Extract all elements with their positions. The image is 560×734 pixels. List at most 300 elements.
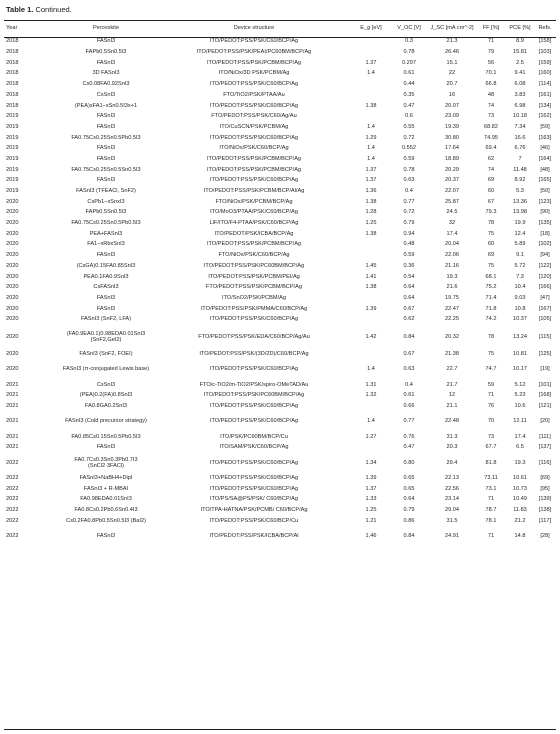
cell-device: FTO/c-TiO2/m-TiO2/PSK/spiro-OMeTAD/Au (199, 381, 309, 388)
cell-jsc: 18.89 (445, 155, 459, 162)
cell-device: ITO/PEDOT:PSS/PSK/PCBM/BCP/Ag (206, 155, 302, 162)
cell-pce: 21.2 (514, 517, 526, 524)
cell-ref: [159] (538, 59, 552, 66)
table-row (4, 133, 556, 144)
cell-year: 2020 (6, 252, 19, 259)
cell-pce: 7.34 (514, 123, 526, 130)
cell-ref: [18] (540, 230, 550, 237)
cell-pce: 7 (518, 155, 522, 162)
cell-year: 2020 (6, 262, 19, 269)
cell-perovskite: FAPb0.5Sn0.5I3 (85, 209, 127, 216)
cell-eg: 1.25 (365, 220, 377, 227)
cell-ff: 78 (487, 220, 495, 227)
cell-pce: 13.24 (513, 333, 527, 340)
cell-eg: 1.37 (365, 485, 377, 492)
cell-ff: 81.8 (485, 459, 497, 466)
cell-year: 2020 (6, 316, 19, 323)
cell-perovskite: CsSnI3 (96, 91, 116, 98)
cell-pce: 17.4 (514, 433, 526, 440)
cell-year: 2018 (6, 102, 19, 109)
cell-year: 2019 (6, 123, 19, 130)
header-refs: Refs. (538, 25, 552, 32)
cell-voc: 0.63 (403, 366, 415, 373)
cell-year (4, 547, 56, 567)
cell-perovskite: FASnI3 (96, 123, 116, 130)
table-row (4, 380, 556, 391)
cell-jsc: 21.38 (445, 350, 459, 357)
cell-pce: 10.49 (513, 496, 527, 503)
cell-jsc: 22.06 (445, 252, 459, 259)
cell-voc: 0.552 (402, 145, 416, 152)
cell-ff: 71.4 (485, 294, 497, 301)
cell-perovskite: FASnI3 (SnF2, LFA) (80, 316, 132, 323)
cell-year: 2019 (6, 145, 19, 152)
cell-jsc: 29.4 (446, 459, 458, 466)
cell-perovskite: FAPb0.5Sn0.5I3 (85, 49, 127, 56)
cell-device: FTO/PEDOT:PSS/PSK/EDA/C60/BCP/Ag/Au (198, 333, 310, 340)
table-row (4, 90, 556, 101)
cell-ff: 78 (487, 333, 495, 340)
cell-perovskite (56, 547, 156, 567)
cell-year: 2022 (6, 533, 19, 540)
cell-ff: 73 (487, 433, 495, 440)
cell-year: 2020 (6, 241, 19, 248)
cell-device: ITO/PEDOT:PSS/PSK/C60/BCP/Cu (209, 517, 299, 524)
cell-device: ITO/PEDOT:PSS/PSK/PCBM/BCP/Ag (206, 166, 302, 173)
cell-ff: 70 (487, 418, 495, 425)
cell-year: 2020 (6, 230, 19, 237)
cell-perovskite: (FA0.9EA0.1)0.98EDA0.01SnI3 (SnF2,GeI2) (66, 330, 146, 343)
table-row (4, 474, 556, 485)
cell-ff: 60 (487, 241, 495, 248)
cell-year: 2020 (6, 198, 19, 205)
cell-voc: 0.77 (403, 198, 415, 205)
cell-ref: [90] (540, 209, 550, 216)
cell-voc: 0.79 (403, 507, 415, 514)
cell-perovskite: FA0.8GA0.2SnI3 (85, 403, 127, 410)
cell-device: ITO/PEDOT:PSS/PSK/C60/BCP/Ag (209, 177, 299, 184)
table-body (4, 37, 556, 567)
header-eg (352, 21, 390, 37)
header-jsc-text: J_SC [mA cm^-2] (430, 25, 474, 32)
cell-device (156, 547, 352, 567)
cell-year: 2020 (6, 350, 19, 357)
table-row (4, 443, 556, 454)
cell-voc: 0.36 (403, 262, 415, 269)
cell-jsc: 22.47 (445, 305, 459, 312)
header-year: Year (6, 25, 18, 32)
cell-voc: 0.78 (403, 49, 415, 56)
cell-perovskite: FASnI3 (96, 252, 116, 259)
table-row (4, 80, 556, 91)
cell-ff: 73.1 (485, 485, 497, 492)
cell-ref: [59] (540, 123, 550, 130)
cell-jsc: 15.1 (446, 59, 458, 66)
table-row (4, 123, 556, 134)
cell-eg: 1.32 (365, 392, 377, 399)
cell-pce: 13.98 (513, 209, 527, 216)
cell-voc: 0.4 (405, 188, 413, 195)
cell-jsc: 22.56 (445, 485, 459, 492)
cell-ref: [116] (538, 459, 552, 466)
cell-pce: 7.3 (516, 273, 524, 280)
cell-jsc (428, 547, 476, 567)
cell-ff: 71 (487, 533, 495, 540)
cell-perovskite: FA0.75Cs0.25Sn0.5Sn0.5I3 (71, 166, 141, 173)
header-device: Device structure (233, 25, 275, 32)
table-row (4, 197, 556, 208)
cell-eg: 1.4 (367, 145, 375, 152)
cell-eg (352, 112, 390, 123)
cell-pce: 12.4 (514, 230, 526, 237)
table-row (4, 187, 556, 198)
cell-voc: 0.76 (403, 433, 415, 440)
cell-device: ITO/SAM/PSK/C60/BCP/Ag (219, 444, 289, 451)
table-row (4, 360, 556, 380)
cell-voc: 0.54 (403, 273, 415, 280)
cell-pce: 10.8 (514, 305, 526, 312)
cell-perovskite: FASnI3 (96, 533, 116, 540)
cell-year: 2018 (6, 91, 19, 98)
cell-year: 2019 (6, 113, 19, 120)
cell-ref: [105] (538, 316, 552, 323)
cell-voc: 0.72 (403, 134, 415, 141)
cell-pce: 12.11 (513, 418, 527, 425)
cell-ff: 56 (487, 59, 495, 66)
table-row (4, 69, 556, 80)
cell-pce: 9.1 (516, 252, 524, 259)
cell-ff: 73 (487, 113, 495, 120)
cell-jsc: 20.37 (445, 177, 459, 184)
cell-pce: 10.61 (513, 475, 527, 482)
cell-voc: 0.3 (405, 38, 413, 45)
cell-jsc: 22 (448, 70, 456, 77)
cell-device: ITO/PEDOT:PSS/PSK/C60/BCP/Ag (209, 316, 299, 323)
cell-jsc: 30.80 (445, 134, 459, 141)
cell-eg (352, 90, 390, 101)
cell-device: ITO/PEDOT:PSS/PSK/PCBM/BCP/Ag (206, 241, 302, 248)
cell-device: FTO/NiOx/PSK/C60/BCP/Ag (218, 252, 290, 259)
cell-ff: 74.95 (484, 134, 498, 141)
cell-ref: [121] (538, 403, 552, 410)
cell-perovskite: FASnI3 (96, 305, 116, 312)
header-jsc (428, 21, 476, 37)
bottom-rule (4, 729, 556, 730)
cell-ff: 69 (487, 177, 495, 184)
cell-eg: 1.31 (365, 381, 377, 388)
cell-perovskite: FA0.8Cs0.2Pb0.6Sn0.4I3 (74, 507, 138, 514)
cell-ff: 76 (487, 403, 495, 410)
cell-eg (352, 350, 390, 361)
cell-pce: 9.41 (514, 70, 526, 77)
cell-voc: 0.55 (403, 123, 415, 130)
cell-perovskite: FASnI3 (π-conjugated Lewis base) (62, 366, 150, 373)
cell-perovskite: FASnI3 (96, 145, 116, 152)
cell-ref: [114] (538, 81, 552, 88)
cell-voc: 0.94 (403, 230, 415, 237)
cell-ref: [117] (538, 517, 552, 524)
table-row (4, 229, 556, 240)
cell-ref: [165] (538, 177, 552, 184)
cell-ff: 71 (487, 496, 495, 503)
table-row (4, 412, 556, 432)
cell-device: ITO/NiOx/PSK/C60/BCP/Ag (219, 145, 289, 152)
header-perovskite: Perovskite (92, 25, 120, 32)
cell-year: 2018 (6, 59, 19, 66)
cell-pce: 5.23 (514, 392, 526, 399)
table-row (4, 527, 556, 547)
cell-device: ITO/PEDOT:PSS/PSK/PCBM/PEI/Ag (208, 273, 300, 280)
cell-perovskite: CsFASnI3 (93, 284, 119, 291)
cell-voc: 0.84 (403, 333, 415, 340)
cell-ref: [166] (538, 284, 552, 291)
cell-voc: 0.84 (403, 533, 415, 540)
cell-ff: 70.1 (485, 70, 497, 77)
cell-ref: [102] (538, 241, 552, 248)
cell-year: 2020 (6, 305, 19, 312)
cell-year: 2021 (6, 418, 19, 425)
cell-pce: 8.9 (516, 38, 524, 45)
cell-jsc: 17.64 (445, 145, 459, 152)
cell-ff: 68.82 (484, 123, 498, 130)
cell-jsc: 22.13 (445, 475, 459, 482)
cell-ref: [138] (538, 507, 552, 514)
cell-year: 2022 (6, 485, 19, 492)
cell-eg: 1.4 (367, 418, 375, 425)
cell-device: ITO/PEDOT:PSS/PSK/PCBM/BCP/Ag (206, 59, 302, 66)
cell-ff: 75 (487, 350, 495, 357)
table-row (4, 315, 556, 326)
cell-device: ITO/PEDOT:PSS/PSK/PEAI/PC60BM/BCP/Ag (196, 49, 312, 56)
cell-year: 2021 (6, 392, 19, 399)
cell-jsc: 31.5 (446, 517, 458, 524)
cell-voc: 0.47 (403, 444, 415, 451)
table-row (4, 294, 556, 305)
cell-jsc: 21.6 (446, 284, 458, 291)
cell-device: FTO/PEDOT:PSS/PSK/PCBM/BCP/Ag (206, 284, 302, 291)
table-row (4, 112, 556, 123)
cell-ref: [111] (539, 433, 551, 440)
cell-ff: 75 (487, 262, 495, 269)
cell-ff: 59 (487, 381, 495, 388)
table-row (4, 251, 556, 262)
cell-eg: 1.37 (365, 177, 377, 184)
cell-device: ITO/PEDOT:PSS/PSK/C60/BCP/Ag (209, 81, 299, 88)
cell-ref: [50] (540, 188, 550, 195)
cell-pce: 10.73 (513, 485, 527, 492)
cell-device: ITO/PEDOT:PSS/PSK/C60/BCP/Ag (209, 403, 299, 410)
cell-pce: 11.83 (513, 507, 527, 514)
cell-ref: [69] (540, 475, 550, 482)
header-voc-text: V_OC [V] (397, 25, 421, 32)
cell-pce: 6.5 (516, 444, 524, 451)
cell-ff: 62 (487, 155, 495, 162)
cell-ff: 66.8 (485, 81, 497, 88)
cell-perovskite: FASnI3 (96, 294, 116, 301)
cell-perovskite: FASnI3 (96, 177, 116, 184)
cell-device: ITO/MoO3/PTAA/PSK/C60/BCP/Ag (210, 209, 298, 216)
cell-year: 2019 (6, 155, 19, 162)
cell-perovskite: CsSnI3 (96, 381, 116, 388)
cell-year: 2018 (6, 81, 19, 88)
cell-ref: [122] (538, 262, 552, 269)
cell-eg: 1.25 (365, 507, 377, 514)
cell-jsc: 23.14 (445, 496, 459, 503)
cell-device: ITO/SnO2/PSK/PCBM/Ag (222, 294, 286, 301)
cell-voc: 0.79 (403, 220, 415, 227)
cell-ref: [48] (540, 166, 550, 173)
cell-ff: 78.1 (485, 517, 497, 524)
cell-device: ITO/TPA-HATNA/PSK/PCMB/ C60/BCP/Ag (200, 507, 308, 514)
cell-eg (352, 80, 390, 91)
cell-eg: 1.42 (365, 333, 377, 340)
cell-perovskite: FASnI3 (Cold precursor strategy) (65, 418, 147, 425)
table-row (4, 326, 556, 350)
cell-device: ITO/PEDOT:PSS/PSK/(3D/2D)/C60/BCP/Ag (199, 350, 309, 357)
cell-year: 2019 (6, 188, 19, 195)
caption-label: Table 1. (6, 5, 34, 14)
cell-perovskite: FASnI3+NaBH4+DipI (79, 475, 133, 482)
table-header (4, 21, 556, 37)
cell-voc: 0.4 (405, 381, 413, 388)
cell-ff: 67 (487, 198, 495, 205)
cell-perovskite: Cs0.08FA0.92SnI3 (82, 81, 130, 88)
cell-voc: 0.66 (403, 403, 415, 410)
cell-perovskite: FA0.7Cs0.3Sn0.3Pb0.7I3 (SnCl2·3FACl) (74, 456, 138, 469)
cell-voc: 0.47 (403, 102, 415, 109)
cell-ref: [161] (538, 91, 552, 98)
table-row (4, 176, 556, 187)
table-row (4, 304, 556, 315)
cell-ref (534, 547, 556, 567)
cell-ff: 74.2 (485, 316, 497, 323)
cell-ff (476, 547, 506, 567)
cell-jsc: 22.7 (446, 366, 458, 373)
cell-eg (352, 547, 390, 567)
cell-pce: 19.9 (514, 220, 526, 227)
cell-jsc: 24.5 (446, 209, 458, 216)
cell-pce: 3.83 (514, 91, 526, 98)
cell-year: 2022 (6, 507, 19, 514)
cell-perovskite: FASnI3 (SnF2, FOEI) (79, 350, 133, 357)
cell-perovskite: FASnI3 (96, 155, 116, 162)
cell-ref: [103] (538, 49, 552, 56)
cell-year: 2020 (6, 294, 19, 301)
cell-pce: 10.17 (513, 366, 527, 373)
cell-ref: [94] (540, 252, 550, 259)
cell-eg: 1.38 (365, 230, 377, 237)
cell-pce: 5.12 (514, 381, 526, 388)
cell-jsc: 32 (448, 220, 456, 227)
cell-year: 2020 (6, 366, 19, 373)
cell-device: LiF/ITO/F4-PTAA/PSK/C60/BCP/Ag (209, 220, 299, 227)
cell-device: ITO/PEDOT:PSS/PSK/ICBA/BCP/Al (209, 533, 299, 540)
cell-voc: 0.65 (403, 485, 415, 492)
cell-eg: 1.29 (365, 134, 377, 141)
cell-jsc: 20.7 (446, 81, 458, 88)
cell-ref: [164] (538, 155, 552, 162)
cell-ff: 68.1 (485, 273, 497, 280)
cell-ref: [95] (540, 485, 550, 492)
cell-perovskite: FASnI3 (96, 38, 116, 45)
cell-eg: 1.37 (365, 166, 377, 173)
cell-device: ITO/PEDOT:PSS/PSK/C60/BCP/Ag (209, 475, 299, 482)
cell-ff: 74.7 (485, 366, 497, 373)
cell-pce: 10.4 (514, 284, 526, 291)
cell-pce: 11.48 (513, 166, 527, 173)
cell-eg: 1.41 (365, 273, 377, 280)
cell-jsc: 25.87 (445, 198, 459, 205)
cell-ref: [125] (538, 350, 552, 357)
cell-device: ITO/PEDOT:PSS/PSK/PMMA/C60/BCP/Ag (200, 305, 308, 312)
cell-ff: 79 (487, 49, 495, 56)
header-eg-text: E_g [eV] (360, 25, 382, 32)
cell-device: ITO/PEDOT:PSS/PSK/C60/BCP/Ag (209, 418, 299, 425)
cell-jsc: 16 (448, 91, 456, 98)
cell-jsc: 21.3 (446, 38, 458, 45)
cell-perovskite: FA0.85Cs0.15Sn0.5Pb0.5I3 (71, 433, 141, 440)
cell-voc: 0.64 (403, 496, 415, 503)
cell-year: 2022 (6, 517, 19, 524)
cell-jsc: 20.3 (446, 444, 458, 451)
cell-device: ITO/PEDOT:PSS/PSK/C60/BCP/Ag (209, 102, 299, 109)
cell-eg: 1.38 (365, 102, 377, 109)
cell-device: ITO/PS/SA@PS/PSK/ C60/BCP/Ag (210, 496, 298, 503)
cell-pce: 14.8 (514, 533, 526, 540)
cell-ref: [123] (538, 198, 552, 205)
cell-jsc: 22.25 (445, 316, 459, 323)
cell-pce: 5.89 (514, 241, 526, 248)
cell-voc: 0.59 (403, 252, 415, 259)
cell-eg: 1.45 (365, 262, 377, 269)
cell-year: 2019 (6, 177, 19, 184)
cell-jsc: 19.3 (446, 273, 458, 280)
cell-ref: [115] (538, 333, 552, 340)
cell-device: ITO/PEDOT:PSS/PSK/PC60BM/BCP/Ag (203, 392, 305, 399)
header-ff: FF [%] (482, 25, 500, 32)
cell-ff: 78.7 (485, 507, 497, 514)
table-caption (6, 5, 72, 14)
cell-ff: 74 (487, 102, 495, 109)
cell-year: 2018 (6, 49, 19, 56)
cell-ref: [120] (538, 273, 552, 280)
cell-voc: 0.48 (403, 241, 415, 248)
cell-perovskite: (PEA)0.2(FA)0.8SnI3 (79, 392, 133, 399)
cell-perovskite: (CsGA)0.15FA0.85SnI3 (76, 262, 136, 269)
cell-pce: 10.18 (513, 113, 527, 120)
cell-year: 2021 (6, 381, 19, 388)
cell-pce: 5.72 (514, 262, 526, 269)
cell-jsc: 21.7 (446, 381, 458, 388)
cell-voc: 0.63 (403, 177, 415, 184)
cell-device: ITO/NiOx/3D PSK/PCBM/Ag (218, 70, 290, 77)
cell-pce: 6.98 (514, 102, 526, 109)
table-row (4, 240, 556, 251)
cell-pce: 10.81 (513, 350, 527, 357)
cell-ff: 60 (487, 188, 495, 195)
cell-ff: 71 (487, 392, 495, 399)
cell-perovskite: CsPb1−xSnxI3 (87, 198, 125, 205)
cell-perovskite: FA0.75Cs0.25Sn0.5Pb0.5I3 (71, 134, 141, 141)
cell-ff: 79.3 (485, 209, 497, 216)
cell-perovskite: Cs0.2FA0.8Pb0.5Sn0.5I3 (BaI2) (66, 517, 146, 524)
cell-voc: 0.64 (403, 294, 415, 301)
cell-eg (352, 48, 390, 59)
cell-perovskite: PEA0.1FA0.9SnI3 (83, 273, 129, 280)
cell-perovskite: FA0.75Cs0.25Sn0.5Pb0.5I3 (71, 220, 141, 227)
cell-jsc: 21.1 (446, 403, 458, 410)
table-row (4, 272, 556, 283)
